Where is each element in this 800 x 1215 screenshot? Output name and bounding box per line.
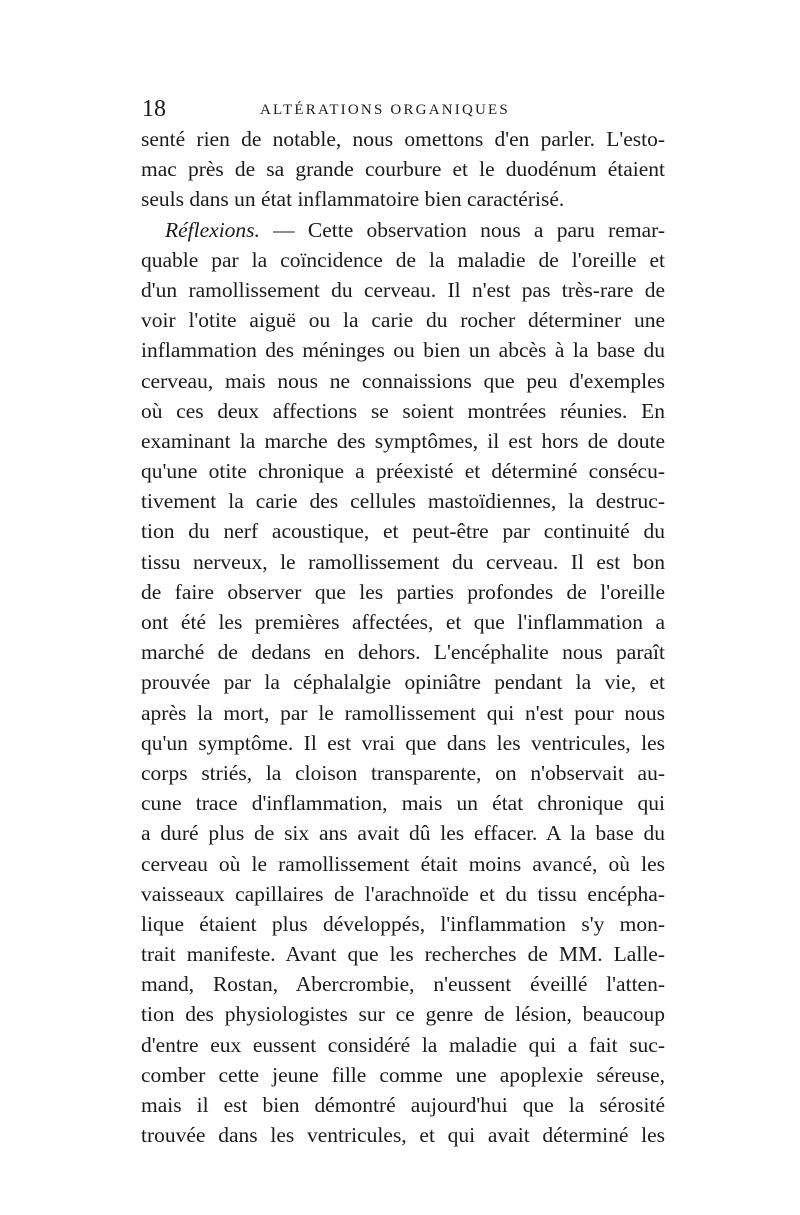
text-line: comber cette jeune fille comme une apoplexie séreuse, <box>141 1062 665 1087</box>
text-line: où ces deux affections se soient montrées réunies. En <box>141 398 665 423</box>
text-line: de faire observer que les parties profondes de l'oreille <box>141 579 665 604</box>
text-line: ont été les premières affectées, et que l'inflammation a <box>141 610 665 634</box>
text-line: a duré plus de six ans avait dû les effacer. A la base du <box>141 821 665 846</box>
text-line: seuls dans un état inflammatoire bien caractérisé. <box>141 187 565 212</box>
text-line: qu'un symptôme. Il est vrai que dans les ventricules, les <box>141 730 665 755</box>
text-line: mand, Rostan, Abercrombie, n'eussent éveillé l'atten- <box>141 972 665 997</box>
text-line: après la mort, par le ramollissement qui n'est pour nous <box>141 700 665 725</box>
text-line: tion du nerf acoustique, et peut-être par continuité du <box>141 519 665 544</box>
text-line: voir l'otite aiguë ou la carie du rocher déterminer une <box>141 308 665 333</box>
text-line: inflammation des méninges ou bien un abcès à la base du <box>141 338 665 363</box>
reflexions-heading: Réflexions. <box>165 217 260 242</box>
text-line: qu'une otite chronique a préexisté et déterminé consécu- <box>141 459 665 484</box>
text-line: tion des physiologistes sur ce genre de lésion, beaucoup <box>141 1002 665 1027</box>
text-line: prouvée par la céphalalgie opiniâtre pendant la vie, et <box>141 670 665 695</box>
text-line: trait manifeste. Avant que les recherches de MM. Lalle- <box>141 942 665 967</box>
text-line: marché de dedans en dehors. L'encéphalite nous paraît <box>141 640 665 665</box>
text-line: mais il est bien démontré aujourd'hui que la sérosité <box>141 1093 665 1117</box>
reflexions-line <box>141 215 665 245</box>
text-line: d'un ramollissement du cerveau. Il n'est pas très-rare de <box>141 277 665 302</box>
running-title: ALTÉRATIONS ORGANIQUES <box>260 102 510 118</box>
text-line: cerveau, mais nous ne connaissions que peu d'exemples <box>141 368 665 393</box>
text-line: lique étaient plus développés, l'inflammation s'y mon- <box>141 911 665 936</box>
page-header <box>142 94 662 124</box>
text-line: d'entre eux eussent considéré la maladie qui a fait suc- <box>141 1032 665 1057</box>
text-line: mac près de sa grande courbure et le duodénum étaient <box>141 157 665 182</box>
text-line: corps striés, la cloison transparente, on n'observait au- <box>141 760 665 785</box>
text-line: trouvée dans les ventricules, et qui avait déterminé les <box>141 1123 665 1148</box>
page-number: 18 <box>142 96 166 122</box>
text-line: senté rien de notable, nous omettons d'en parler. L'esto- <box>141 127 665 151</box>
text-line: examinant la marche des symptômes, il est hors de doute <box>141 428 665 453</box>
text-line: vaisseaux capillaires de l'arachnoïde et du tissu encépha- <box>141 881 665 906</box>
text-line: tivement la carie des cellules mastoïdiennes, la destruc- <box>141 489 665 514</box>
reflexions-lead-text: — Cette observation nous a paru remar- <box>259 217 665 242</box>
text-line: tissu nerveux, le ramollissement du cerveau. Il est bon <box>141 549 665 574</box>
text-line: cune trace d'inflammation, mais un état chronique qui <box>141 791 665 816</box>
text-line: quable par la coïncidence de la maladie de l'oreille et <box>141 247 665 272</box>
text-line: cerveau où le ramollissement était moins avancé, où les <box>141 851 665 876</box>
body-text <box>141 124 665 1150</box>
